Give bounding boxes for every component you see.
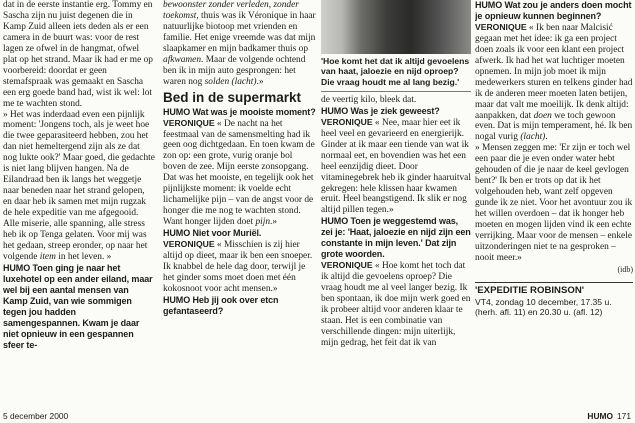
veronique-answer: VERONIQUE « De nacht na het feestmaal van de samensmelting had ik geen oog dichtgedaan. En toen kwam de zon op: een grote, vurig oranje bol boven de zee. Mijn eerste zonsopgang. Dat was het mooiste, en tegelijk ook het pijnlijkste moment: ik voelde echt lichamelijke pijn – van de angst voor de honger die me nog te wachten stond. Want honger lijden doet pijn.» [163,117,315,228]
veronique-answer: VERONIQUE « Misschien is zij hier altijd op dieet, maar ik ben een snoeper. Ik knabbel de hele dag door, terwijl je het ginder soms moet doen met één kokosnoot voor acht mensen.» [163,239,313,294]
humo-question: HUMO Toen je weggestemd was, zei je: 'Haat, jaloezie en nijd zijn een constante in mijn leven.' Dat zijn grote woorden. [321,216,471,260]
author-initials: (idb) [617,264,633,274]
photo-caption: 'Hoe komt het dat ik altijd gevoelens van haat, jaloezie en nijd oproep? Die vraag houdt me al lang bezig.' [321,56,470,87]
humo-question: HUMO Was je ziek geweest? [321,105,440,116]
column-2 [163,0,316,412]
footer-date: 5 december 2000 [3,411,69,421]
footer-magazine-name: HUMO [587,411,614,421]
humo-question: HUMO Wat zou je anders doen mocht je opnieuw kunnen beginnen? [475,0,632,21]
paragraph: dat in de eerste instantie erg. Tommy en Sascha zijn nu juist degenen die in Kamp Zuid alleen iets deden als er een camera in de buurt was: voor de rest lagen ze ofwel in de hangmat, ofwel plat op het strand. Maar ik had er me op voorbereid: doordat er geen stemafspraak was gemaakt en Sascha een erg goede band had, wist ik wel: lot me te wachten stond. [3,0,153,109]
paragraph: de veertig kilo, bleek dat. [321,94,417,105]
paragraph: bewoonster zonder verleden, zonder toekomst, thuis was ik Véronique in haar natuurlijke biotoop met vrienden en familie. Het enige vreemde was dat mijn slaapkamer en mijn badkamer thuis op afkwamen. Maar de volgende ochtend ben ik in mijn auto gesprongen: het waren nog solden (lacht).» [163,0,316,87]
humo-question: HUMO Heb jij ook over etcn gefantaseerd? [163,294,279,316]
humo-question: HUMO Wat was je mooiste moment? [163,106,316,117]
broadcast-box-text: VT4, zondag 10 december, 17.35 u. (herh. afl. 11) en 20.30 u. (afl. 12) [475,296,612,318]
humo-question: HUMO Toen ging je naar het luxehotel op een ander eiland, maar wel bij een aantal mensen van Kamp Zuid, van wie sommigen tegen jou hadden samengespannen. Kwam je daar niet opnieuw in een gespannen sfeer te- [3,262,153,350]
veronique-answer: VERONIQUE « Hoe komt het toch dat ik altijd die gevoelens oproep? Die vraag houdt me al veel langer bezig. Ik ben spontaan, ik doe mijn werk goed en ik probeer altijd voor anderen klaar te staan. Het is een combinatie van verschillende dingen: mijn uiterlijk, mijn gedrag, het feit dat ik van [321,260,471,348]
paragraph: » Het was inderdaad even een pijnlijk moment: 'Jongens toch, als je weet hoe die twee geparasiteerd hebben, zou het dan niet hemeltergend zijn als ze dat nog lukte ook?' Maar goed, die gedachte is niet lang blijven hangen. Na de Eilandraad ben ik langs het weggetje naar beneden naar het strand gelopen, en daar heb ik samen met mijn rugzak de hele expeditie van me afgegooid. Alle miserie, alle spanning, alle stress heb ik op Tenga gelaten. Voor mij was het gedaan, streep eronder, op naar het volgende item in het leven. » [3,109,155,262]
box-divider [475,282,633,283]
veronique-answer: VERONIQUE « Nee, maar hier eet ik heel veel en gevarieerd en energierijk. Ginder at ik maar een tiende van wat ik normaal eet, en bovendien was het een heel eenzijdig dieet. Door vitaminegebrek heb ik ginder haaruitval gekregen: hele klissen haar kwamen eruit. Heel beangstigend. Ik slik er nog altijd pillen tegen.» [321,116,471,216]
paragraph: » Mensen zeggen me: 'Er zijn er toch wel een paar die je even onder water hebt gehouden of die je naar de keel gevlogen bent?' Ik ben er trots op dat ik het volgehouden heb, want zelf opgeven gunde ik ze niet. Voor het avontuur zou ik het willen overdoen – dat ik honger heb moeten en mogen lijden vind ik een echte verrijking. Maar voor de mensen – enkele uitzonderingen niet te na gesproken – nooit meer.» [475,143,633,263]
section-heading: Bed in de supermarkt [163,89,302,105]
veronique-answer: VERONIQUE « Ik ben naar Malcisić gegaan met het idee: ik ga een project doen zoals ik voor een klant een project afwerk. Ik had het wat luchtiger moeten opnemen. In mijn job moet ik mijn medewerkers sturen en telkens ginder had ik de anderen meer moeten laten betijen, maar dat valt me moeilijk. Ik denk altijd: aanpakken, dat doen we toch gewoon even. Dat is mijn temperament, hé. Ik ben nogal vurig (lacht). [475,21,633,143]
footer-page-number: 171 [617,411,631,421]
column-3 [321,0,471,412]
caption-divider [321,91,471,92]
footer-page [587,411,631,422]
portrait-photo [321,0,471,54]
column-4 [475,0,633,412]
broadcast-box-title: 'EXPEDITIE ROBINSON' [475,284,585,296]
column-1 [3,0,155,412]
humo-question: HUMO Niet voor Muriël. [163,228,262,239]
